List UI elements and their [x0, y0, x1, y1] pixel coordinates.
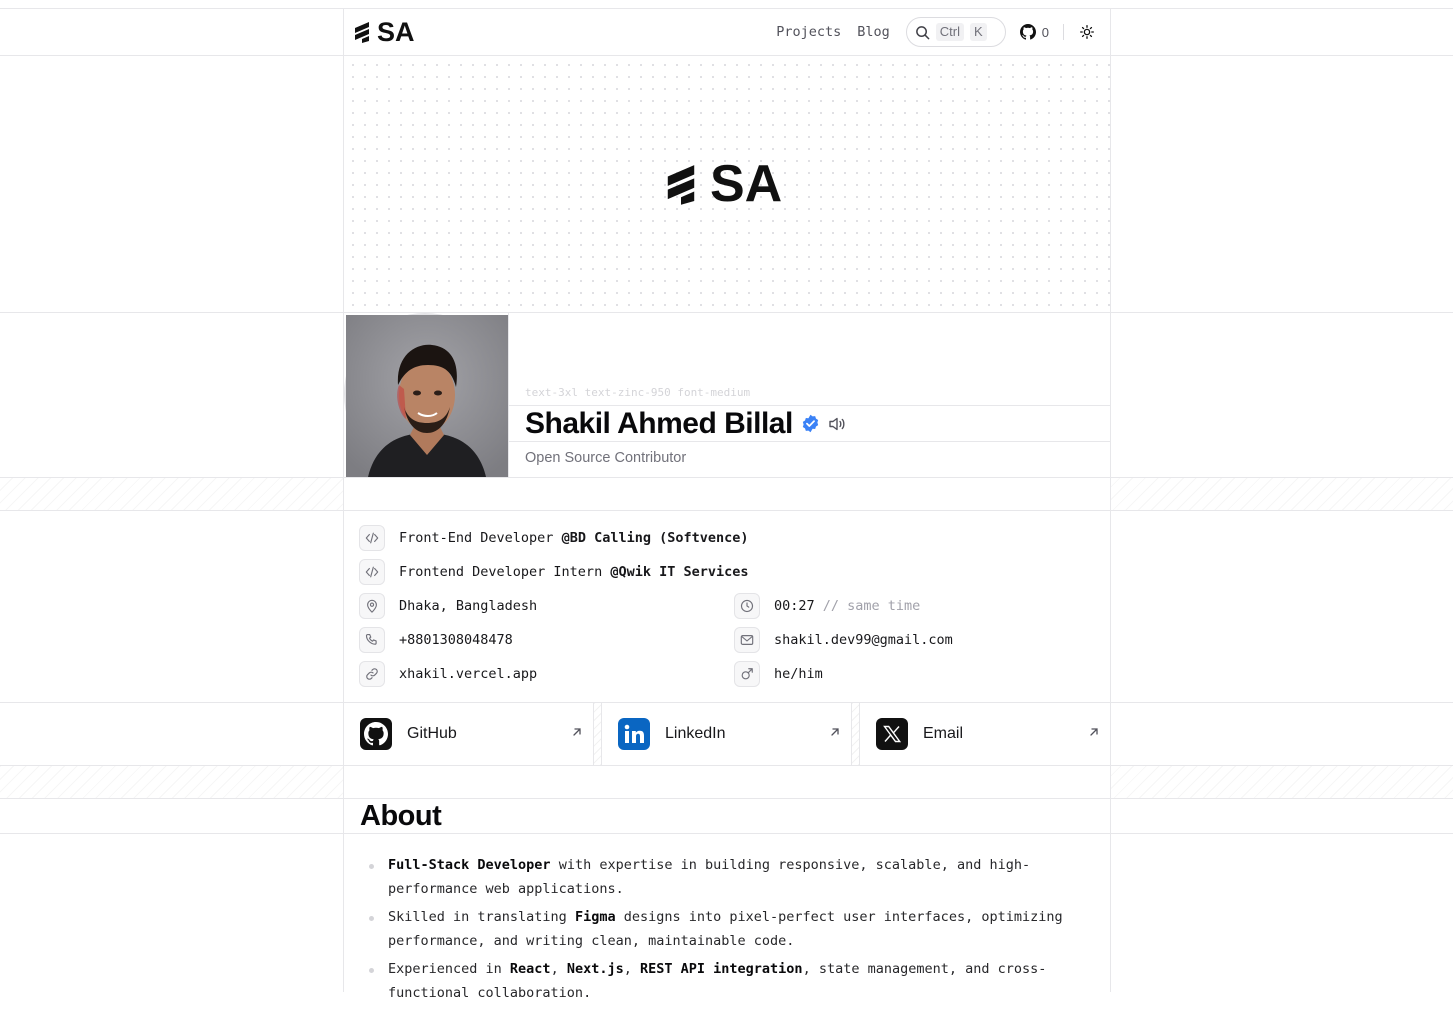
phone-icon: [365, 633, 379, 647]
info-phone: [359, 627, 513, 653]
map-pin-icon: [365, 599, 379, 613]
info-job-2: [359, 559, 749, 585]
name-row: [509, 405, 1110, 442]
search-button[interactable]: [906, 17, 1006, 47]
cover-logo-text: SA: [710, 155, 783, 213]
sun-icon[interactable]: [1080, 25, 1094, 39]
site-header: [344, 9, 1110, 55]
social-gap-1: [593, 703, 602, 765]
profile-divider: [508, 313, 509, 477]
logo-text: SA: [377, 17, 415, 47]
kbd-ctrl: Ctrl: [936, 23, 964, 41]
email-text[interactable]: shakil.dev99@gmail.com: [774, 632, 953, 648]
social-github[interactable]: [344, 703, 593, 765]
arrow-up-right-icon: [571, 726, 583, 738]
profile-name: Shakil Ahmed Billal: [525, 406, 793, 440]
x-label: Email: [923, 725, 964, 742]
location-text: Dhaka, Bangladesh: [399, 598, 538, 614]
logo-mark-icon: [664, 161, 698, 207]
code-icon: [365, 531, 379, 545]
profile-tagline: Open Source Contributor: [525, 450, 687, 466]
info-job-1: [359, 525, 749, 551]
search-icon: [915, 25, 930, 40]
website-text[interactable]: xhakil.vercel.app: [399, 666, 538, 682]
info-location: [359, 593, 537, 619]
linkedin-label: LinkedIn: [665, 725, 726, 742]
job1-role: Front-End Developer: [399, 530, 562, 546]
avatar-portrait: [346, 315, 508, 477]
arrow-up-right-icon: [829, 726, 841, 738]
github-count: 0: [1041, 24, 1049, 40]
cover-banner: [344, 56, 1110, 312]
kbd-k: K: [970, 23, 987, 41]
nav-blog[interactable]: Blog: [857, 24, 890, 40]
rule-right: [1110, 8, 1111, 992]
rule-social-bottom: [0, 765, 1453, 766]
time-text: 00:27: [774, 598, 815, 614]
github-stars-link[interactable]: [1020, 24, 1049, 40]
class-hint: text-3xl text-zinc-950 font-medium: [525, 386, 751, 399]
x-icon: [876, 718, 908, 750]
social-linkedin[interactable]: [602, 703, 851, 765]
verified-badge-icon: [801, 414, 820, 433]
list-item: Skilled in translating Figma designs into pixel-perfect user interfaces, optimizing performance, and writing clean, maintainable code.: [368, 905, 1098, 953]
rule-profile: [0, 477, 1453, 478]
nav-separator: [1063, 24, 1064, 40]
info-time: [734, 593, 920, 619]
github-label: GitHub: [407, 725, 457, 742]
github-icon: [360, 718, 392, 750]
code-icon: [365, 565, 379, 579]
speaker-icon[interactable]: [828, 416, 846, 432]
about-list: [368, 853, 1098, 1009]
main-nav: [776, 9, 1094, 55]
site-logo[interactable]: [353, 18, 415, 46]
mail-icon: [740, 633, 754, 647]
info-email: [734, 627, 953, 653]
male-icon: [740, 667, 754, 681]
rule-cover: [0, 312, 1453, 313]
arrow-up-right-icon: [1088, 726, 1100, 738]
job2-role: Frontend Developer Intern: [399, 564, 611, 580]
github-icon: [1020, 24, 1036, 40]
link-icon: [365, 667, 379, 681]
hatch-band-1-inner: [344, 477, 1110, 510]
hatch-band-2-inner: [344, 766, 1110, 798]
phone-text[interactable]: +8801308048478: [399, 632, 513, 648]
rule-about-top: [0, 798, 1453, 799]
cover-logo: [664, 156, 782, 212]
list-item: Experienced in React, Next.js, REST API integration, state management, and cross-functional collaboration.: [368, 957, 1098, 1005]
clock-icon: [740, 599, 754, 613]
social-x[interactable]: [860, 703, 1110, 765]
avatar: [344, 313, 508, 477]
job1-company[interactable]: @BD Calling (Softvence): [561, 530, 749, 546]
rule-about-bottom: [0, 833, 1453, 834]
social-gap-2: [851, 703, 860, 765]
logo-mark-icon: [353, 21, 371, 43]
job2-company[interactable]: @Qwik IT Services: [610, 564, 749, 580]
linkedin-icon: [618, 718, 650, 750]
time-note: // same time: [814, 598, 921, 614]
list-item: Full-Stack Developer with expertise in building responsive, scalable, and high-performance web applications.: [368, 853, 1098, 901]
info-pronouns: [734, 661, 823, 687]
pronouns-text: he/him: [774, 666, 823, 682]
rule-info: [0, 510, 1453, 511]
about-heading: About: [360, 800, 442, 832]
nav-projects[interactable]: Projects: [776, 24, 842, 40]
info-website: [359, 661, 537, 687]
